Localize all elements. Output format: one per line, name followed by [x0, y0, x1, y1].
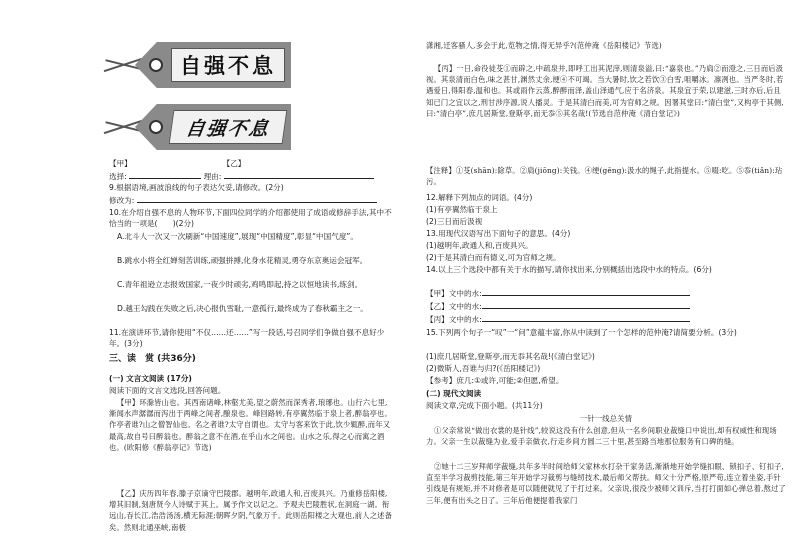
q14-label-bing: 【丙】文中的水:	[426, 315, 482, 324]
yi-label: 【乙】	[222, 159, 246, 168]
tag-calligraphy-regular: 自强不息	[171, 48, 285, 82]
passage-jia: 【甲】环滁皆山也。其西南诸峰,林壑尤美,望之蔚然而深秀者,琅琊也。山行六七里,渐闻水声潺潺而泻出于两峰之间者,酿泉也。峰回路转,有亭翼然临于泉上者,醉翁亭也。作亭者谁?山之僧智仙也。名之者谁?太守自谓也。太守与客来饮于此,饮少辄醉,而年又最高,故自号曰醉翁也。醉翁之意不在酒,在乎山水之间也。山水之乐,得之心而寓之酒也。(欧阳修《醉翁亭记》节选)	[109, 398, 392, 452]
classical-intro: 阅读下面的文言文选段,回答问题。	[109, 386, 226, 395]
q15-item-1: (1)庶几居斯堂,登斯亭,而无忝其名哉!(《清白堂记》)	[426, 352, 595, 361]
tag-calligraphy-cursive: 自强不息	[169, 110, 288, 144]
q10-option-c: C.青年祖逊立志报效国家,一夜少时顽劣,鸡鸣即起,持之以恒地读书,练剑。	[117, 280, 363, 289]
question-10: 10.在介绍自强不息的人物环节,下面四位同学的介绍都使用了成语或修辞手法,其中不恰当的一项是( )(2分)	[109, 208, 392, 229]
question-14: 14.以上三个选段中都有关于水的描写,请你找出来,分别概括出选段中水的特点。(6分)	[426, 265, 712, 274]
tag-hole	[149, 58, 163, 72]
q13-item-1: (1)越明年,政通人和,百废具兴。	[426, 241, 533, 250]
story-title: 一针一线总关情	[579, 414, 633, 423]
q13-item-2: (2)于是其清白而有德义,可为官师之规。	[426, 253, 561, 262]
question-11: 11.在演讲环节,请你使用“不仅……还……”写一段话,号召同学们争做自强不息好少年。(3分)	[109, 328, 385, 349]
modern-intro: 阅读文章,完成下面小题。(共11分)	[426, 401, 543, 410]
story-paragraph-2: ②她十二三岁拜师学裁缝,共年多半时间给师父家林水打杂干家务活,渐渐地开始学缝扣眼、锁扣子、钉扣子,直至半学习裁剪技能,第三年开始学习裁剪与缝纫技术,最后师父帮扶。师父十分严格,原严苟,连立着坐姿,手针引线是有规矩,并不对修者是可以随便就见了于打过来。父亲说,很没少被师父训斥,当打打面如心弹总着,熬过了三年,便有出头之日了。三年后他便提着我家门	[426, 462, 786, 505]
q12-item-2: (2)三日而后汲视	[426, 217, 483, 226]
section-3-heading: 三、读 赏 (共36分)	[109, 354, 196, 364]
q14-label-yi: 【乙】文中的水:	[426, 302, 482, 311]
q14-answer-line-yi[interactable]	[482, 301, 690, 309]
passage-yi: 【乙】庆历四年春,滕子京谪守巴陵郡。越明年,政通人和,百废具兴。乃重修岳阳楼,增其旧制,刻唐贤今人诗赋于其上。属予作文以记之。予观夫巴陵胜状,在洞庭一湖。衔远山,吞长江,浩浩汤汤,横无际涯;朝晖夕阴,气象万千。此则岳阳楼之大观也,前人之述备矣。然则北通巫峡,南极	[109, 489, 393, 532]
question-15: 15.下列两个句子一“叹”一“问”意蕴丰富,你从中读到了一个怎样的范仲淹?请简要分析。(3分)	[426, 328, 737, 337]
q12-item-1: (1)有亭翼然临于泉上	[426, 205, 498, 214]
passage-notes: 【注释】①芟(shān):除草。②扃(jiōng):关钱。④绠(gěng):汲水的绳子,此指提水。⑤啜:吃。⑤忝(tiǎn):玷污。	[426, 166, 783, 187]
passage-yi-continued: 潇湘,迁客骚人,多会于此,览物之情,得无异乎?(范仲淹《岳阳楼记》节选)	[426, 41, 662, 50]
q14-label-jia: 【甲】文中的水:	[426, 289, 482, 298]
classical-subheading: (一) 文言文阅读 (17分)	[109, 374, 192, 383]
reason-answer-line[interactable]	[224, 170, 374, 179]
q14-answer-line-bing[interactable]	[482, 314, 690, 322]
select-label: 选择:	[109, 172, 127, 181]
q10-option-a: A.北斗人一次又一次刷新“中国速度”,展现“中国精度”,彰显“中国气度”。	[117, 232, 358, 241]
question-12: 12.解释下列加点的词语。(4分)	[426, 193, 533, 202]
story-paragraph-1: ①父亲常说“做出衣裳的是针线”,较说这没有什么创意,但从一名乡间职业裁缝口中说出,却有权威性和现场力。父亲一生以裁缝为业,爱手亲做衣,行走乡间方圆二三十里,甚至路当地那位服务有口碑的缝。	[426, 426, 777, 447]
select-answer-line[interactable]	[129, 170, 201, 179]
q9-answer-label: 修改为:	[109, 196, 135, 205]
q15-item-2: (2)微斯人,吾谁与归?(《岳阳楼记》)	[426, 364, 541, 373]
jia-label: 【甲】	[109, 159, 132, 168]
modern-subheading: (二) 现代文阅读	[426, 389, 482, 398]
passage-bing: 【丙】一日,命役徒芟①而辟之,中疏泉井,即呼工出其泥滓,则清泉溢,曰:“嘉泉也。”乃扃②而澄之,三日而后汲视。其泉清而白色,味之甚甘,渊然丈余,绠④不可竭。当大暑时,饮之若饮③白雪,咀嚼冰。凛冽也。当严冬时,若遇爱日,得阳春,温和也。其或雨作云蒸,醉醉而泽,盖山泽通气,应于名济泉。其泉宜于荣,以建滋,三时亦后,后且知已门之宜以之,刑甘涉序源,说人播灵。于是其清白而美,可为官师之规。因署其堂曰:“清白堂”,又构亭于其侧,曰:“清白亭”,庶几居斯堂,登斯亭,而无忝⑤其名哉!(节选自范仲淹《清白堂记》)	[426, 64, 784, 118]
tag-hole	[149, 120, 163, 134]
reference-note: 【参考】庶几:①或许,可能;②但愿,希望。	[426, 376, 564, 385]
q9-answer-line[interactable]	[137, 194, 377, 203]
q10-option-b: B.跳水小将全红婵刻苦训练,顽强拼搏,化身水花精灵,勇夺东京奥运会冠军。	[117, 256, 368, 265]
right-column	[400, 0, 794, 560]
question-13: 13.用现代汉语写出下面句子的意思。(4分)	[426, 229, 571, 238]
reason-label: 理由:	[203, 172, 222, 181]
q10-option-d: D.越王勾践在失败之后,决心报仇雪耻,一意孤行,最终成为了春秋霸主之一。	[117, 304, 368, 313]
q14-answer-line-jia[interactable]	[482, 288, 690, 296]
question-9: 9.根据语境,画波浪线的句子表达欠妥,请修改。(2分)	[109, 183, 284, 192]
